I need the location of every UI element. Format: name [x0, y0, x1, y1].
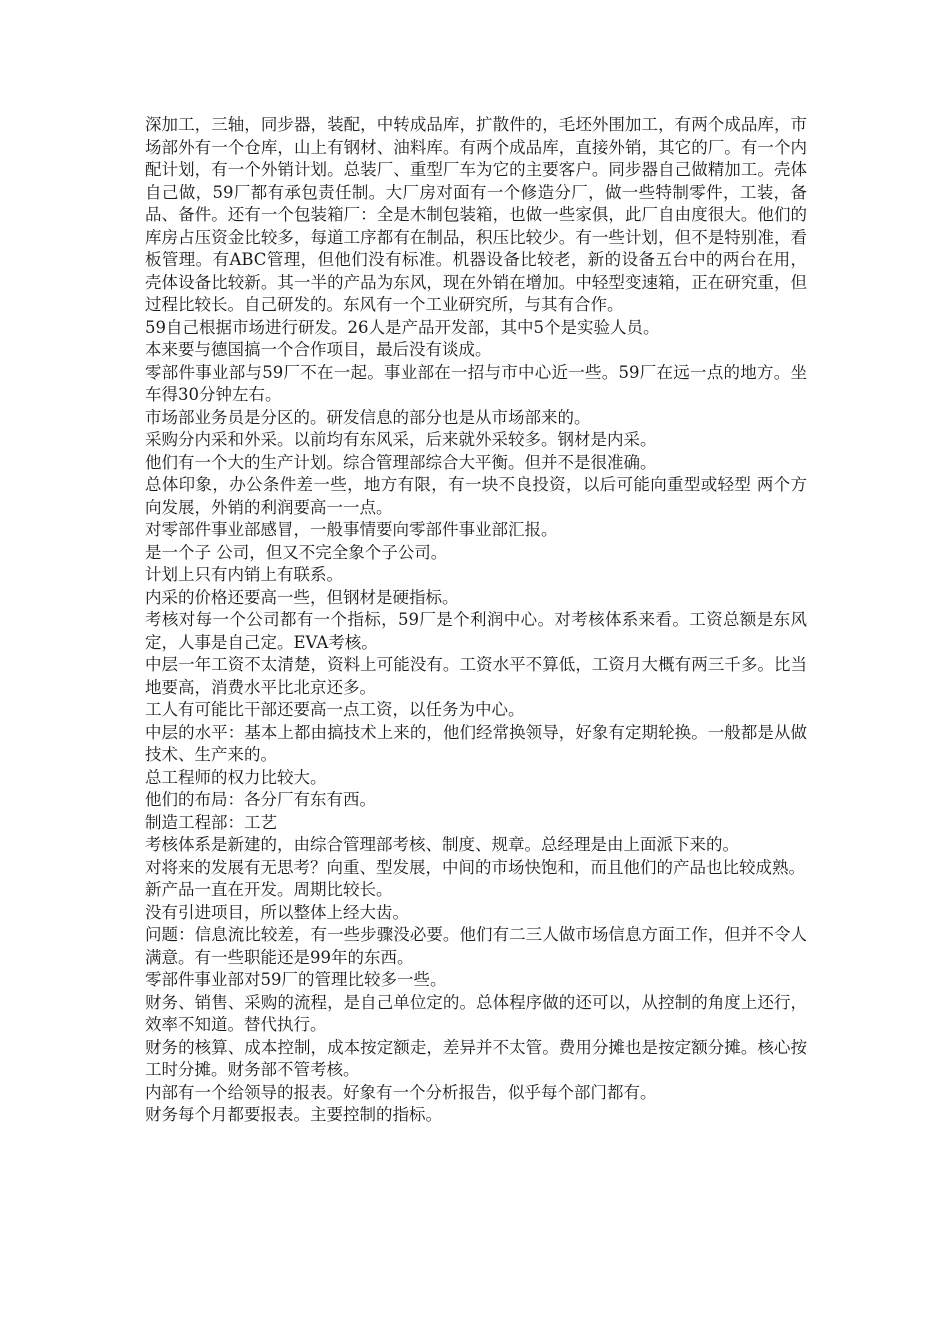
paragraph-19: 制造工程部：工艺 [145, 812, 277, 832]
paragraph-13: 考核对每一个公司都有一个指标，59厂是个利润中心。对考核体系来看。工资总额是东风定，人事是自己定。EVA考核。 [145, 610, 807, 652]
paragraph-24: 问题：信息流比较差，有一些步骤没必要。他们有二三人做市场信息方面工作，但并不令人满意。有一些职能还是99年的东西。 [145, 925, 807, 967]
paragraph-12: 内采的价格还要高一些，但钢材是硬指标。 [145, 587, 459, 607]
paragraph-7: 他们有一个大的生产计划。综合管理部综合大平衡。但并不是很准确。 [145, 452, 657, 472]
paragraph-16: 中层的水平：基本上都由搞技术上来的，他们经常换领导，好象有定期轮换。一般都是从做技术、生产来的。 [145, 722, 807, 764]
paragraph-27: 财务的核算、成本控制，成本按定额走，差异并不太管。费用分摊也是按定额分摊。核心按工时分摊。财务部不管考核。 [145, 1037, 807, 1079]
paragraph-6: 采购分内采和外采。以前均有东风采，后来就外采较多。钢材是内采。 [145, 430, 657, 449]
paragraph-25: 零部件事业部对59厂的管理比较多一些。 [145, 970, 447, 989]
paragraph-15: 工人有可能比干部还要高一点工资，以任务为中心。 [145, 700, 525, 719]
paragraph-26: 财务、销售、采购的流程，是自己单位定的。总体程序做的还可以，从控制的角度上还行，效率不知道。替代执行。 [145, 992, 807, 1034]
paragraph-28: 内部有一个给领导的报表。好象有一个分析报告，似乎每个部门都有。 [145, 1082, 657, 1102]
paragraph-2: 59自己根据市场进行研发。26人是产品开发部，其中5个是实验人员。 [145, 317, 660, 337]
paragraph-8: 总体印象，办公条件差一些，地方有限，有一块不良投资，以后可能向重型或轻型 两个方向发展，外销的利润要高一一点。 [145, 475, 807, 517]
paragraph-23: 没有引进项目，所以整体上经大齿。 [145, 902, 409, 922]
paragraph-4: 零部件事业部与59厂不在一起。事业部在一招与市中心近一些。59厂在远一点的地方。坐车得30分钟左右。 [145, 362, 807, 404]
paragraph-20: 考核体系是新建的，由综合管理部考核、制度、规章。总经理是由上面派下来的。 [145, 835, 739, 854]
paragraph-10: 是一个子 公司，但又不完全象个子公司。 [145, 542, 448, 562]
paragraph-11: 计划上只有内销上有联系。 [145, 565, 343, 584]
paragraph-3: 本来要与德国搞一个合作项目，最后没有谈成。 [145, 340, 492, 359]
paragraph-9: 对零部件事业部感冒，一般事情要向零部件事业部汇报。 [145, 520, 558, 539]
paragraph-22: 新产品一直在开发。周期比较长。 [145, 880, 393, 899]
paragraph-17: 总工程师的权力比较大。 [145, 767, 327, 787]
paragraph-18: 他们的布局：各分厂有东有西。 [145, 790, 376, 809]
paragraph-14: 中层一年工资不太清楚，资料上可能没有。工资水平不算低，工资月大概有两三千多。比当地要高，消费水平比北京还多。 [145, 655, 807, 697]
paragraph-21: 对将来的发展有无思考？向重、型发展，中间的市场快饱和，而且他们的产品也比较成熟。 [145, 857, 805, 877]
document-page [145, 114, 807, 1127]
paragraph-5: 市场部业务员是分区的。研发信息的部分也是从市场部来的。 [145, 407, 591, 427]
paragraph-29: 财务每个月都要报表。主要控制的指标。 [145, 1105, 442, 1124]
paragraph-1: 深加工，三轴，同步器，装配，中转成品库，扩散件的，毛坯外围加工，有两个成品库，市场部外有一个仓库，山上有钢材、油料库。有两个成品库，直接外销，其它的厂。有一个内配计划，有一个外销计划。总装厂、重型厂车为它的主要客户。同步器自己做精加工。壳体自己做，59厂都有承包责任制。大厂房对面有一个修造分厂，做一些特制零件，工装，备品、备件。还有一个包装箱厂：全是木制包装箱，也做一些家俱，此厂自由度很大。他们的库房占压资金比较多，每道工序都有在制品，积压比较少。有一些计划，但不是特别准，看板管理。有ABC管理，但他们没有标准。机器设备比较老，新的设备五台中的两台在用，壳体设备比较新。其一半的产品为东风，现在外销在增加。中轻型变速箱，正在研究重，但过程比较长。自己研发的。东风有一个工业研究所，与其有合作。 [145, 115, 807, 314]
